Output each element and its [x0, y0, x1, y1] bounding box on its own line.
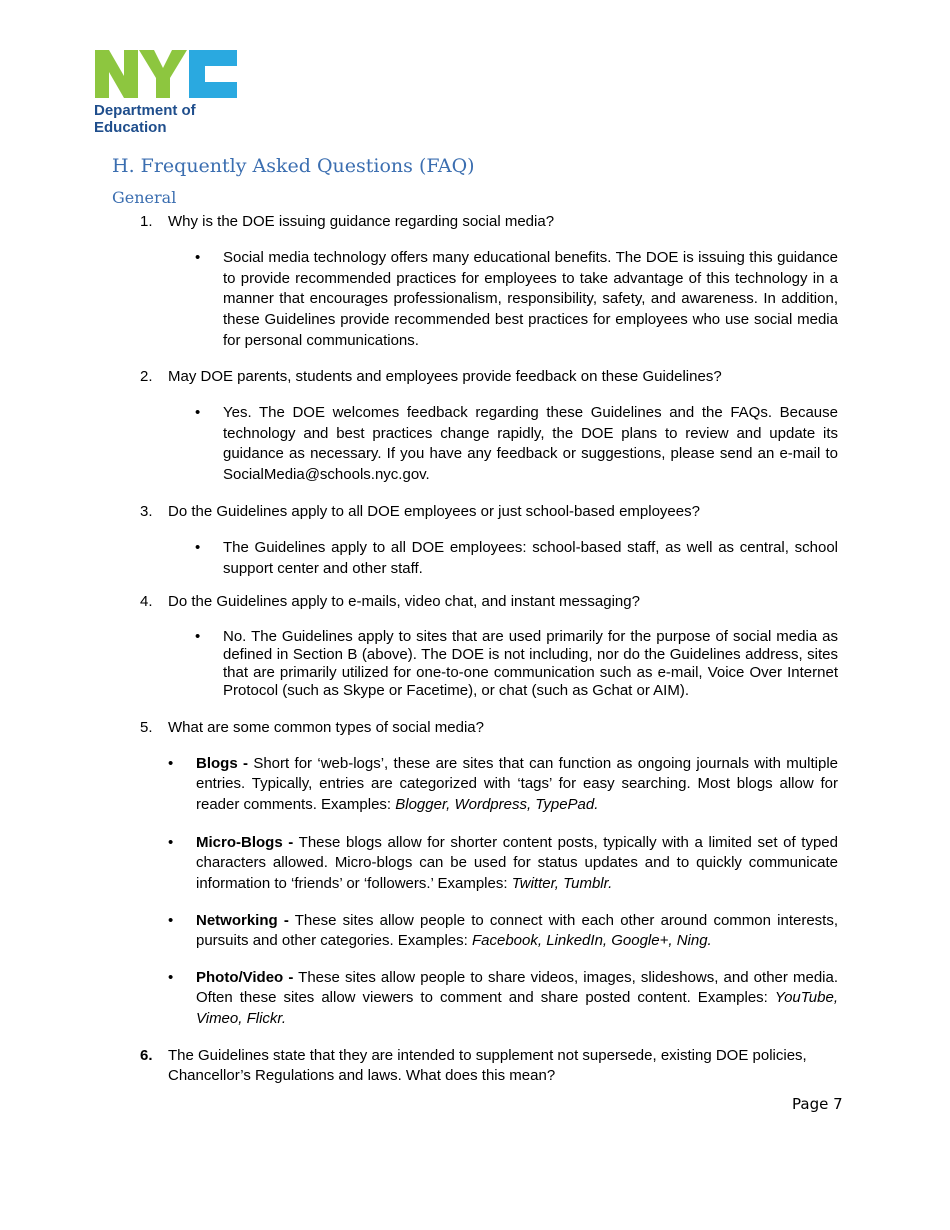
faq-question-text: What are some common types of social media?	[168, 719, 484, 736]
faq-answer-text: Yes. The DOE welcomes feedback regarding these Guidelines and the FAQs. Because technology and best practices change rapidly, the DOE plans to review and update its guidance as necessary. If you have any feedback or suggestions, please send an e-mail to SocialMedia@schools.nyc.gov.	[223, 404, 838, 484]
faq-question-text: The Guidelines state that they are intended to supplement not supersede, existing DOE policies, Chancellor’s Regulations and laws. What does this mean?	[168, 1047, 807, 1084]
faq-answer	[195, 403, 838, 486]
logo-department-text	[94, 102, 196, 136]
bullet-icon: •	[168, 912, 174, 929]
faq-answer-text: The Guidelines apply to all DOE employees: school-based staff, as well as central, school support center and other staff.	[223, 539, 838, 577]
faq-question-text: Why is the DOE issuing guidance regarding social media?	[168, 213, 555, 230]
faq-question-text: Do the Guidelines apply to e-mails, video chat, and instant messaging?	[168, 593, 640, 610]
media-type-examples: Twitter, Tumblr.	[511, 874, 613, 892]
faq-answer-text: Social media technology offers many educational benefits. The DOE is issuing this guidance to provide recommended practices for employees to take advantage of this technology in a manner that encourages professionalism, responsibility, safety, and awareness. In addition, these Guidelines provide recommended best practices for employees who use social media for personal communications.	[223, 249, 838, 349]
media-type-description: Short for ‘web-logs’, these are sites that can function as ongoing journals with multiple entries. Typically, entries are categorized with ‘tags’ for easy searching. Most blogs allow for reader comments. Examples:	[196, 755, 838, 813]
faq-answer	[195, 628, 838, 700]
media-type-term: Micro-Blogs -	[196, 834, 294, 851]
media-type-term: Blogs -	[196, 755, 248, 772]
media-type-examples: Blogger, Wordpress, TypePad.	[395, 795, 599, 813]
page-number: Page 7	[792, 1095, 843, 1113]
media-type-description: These blogs allow for shorter content posts, typically with a limited set of typed characters allowed. Micro-blogs can be used for status updates and to quickly communicate information to ‘friends’ or ‘followers.’ Examples:	[196, 834, 838, 892]
media-type-item	[168, 911, 838, 952]
nyc-doe-logo	[93, 48, 243, 140]
logo-line-2: Education	[94, 119, 167, 136]
media-type-term: Photo/Video -	[196, 969, 294, 986]
faq-answer	[195, 248, 838, 352]
media-type-term: Networking -	[196, 912, 289, 929]
faq-number: 3.	[140, 503, 153, 520]
faq-number: 6.	[140, 1047, 153, 1064]
faq-answer	[195, 538, 838, 579]
media-type-description: These sites allow people to connect with each other around common interests, pursuits and other categories. Examples:	[196, 912, 839, 950]
section-title: H. Frequently Asked Questions (FAQ)	[112, 155, 475, 177]
media-type-examples: Facebook, LinkedIn, Google+, Ning.	[471, 932, 712, 950]
bullet-icon: •	[195, 249, 201, 266]
faq-answer-text: No. The Guidelines apply to sites that are used primarily for the purpose of social media as defined in Section B (above). The DOE is not including, nor do the Guidelines address, sites that are primarily utilized for one-to-one communication such as e-mail, Voice Over Internet Protocol (such as Skype or Facetime), or chat (such as Gchat or AIM).	[223, 628, 838, 699]
faq-number: 5.	[140, 719, 153, 736]
subsection-title: General	[112, 188, 177, 207]
bullet-icon: •	[168, 834, 174, 851]
faq-question-text: Do the Guidelines apply to all DOE employees or just school-based employees?	[168, 503, 700, 520]
media-type-examples: YouTube, Vimeo, Flickr.	[196, 989, 838, 1027]
media-type-item	[168, 833, 838, 894]
bullet-icon: •	[168, 755, 174, 772]
bullet-icon: •	[195, 539, 201, 556]
faq-number: 4.	[140, 593, 153, 610]
bullet-icon: •	[195, 628, 201, 645]
media-type-item	[168, 754, 838, 815]
faq-number: 1.	[140, 213, 153, 230]
faq-question-text: May DOE parents, students and employees provide feedback on these Guidelines?	[168, 368, 722, 385]
media-type-description: These sites allow people to share videos, images, slideshows, and other media. Often these sites allow viewers to comment and share posted content. Examples:	[196, 969, 839, 1007]
faq-number: 2.	[140, 368, 153, 385]
logo-line-1: Department of	[94, 102, 196, 119]
nyc-logo-icon	[93, 48, 239, 100]
media-type-item	[168, 968, 838, 1029]
bullet-icon: •	[195, 404, 201, 421]
bullet-icon: •	[168, 969, 174, 986]
